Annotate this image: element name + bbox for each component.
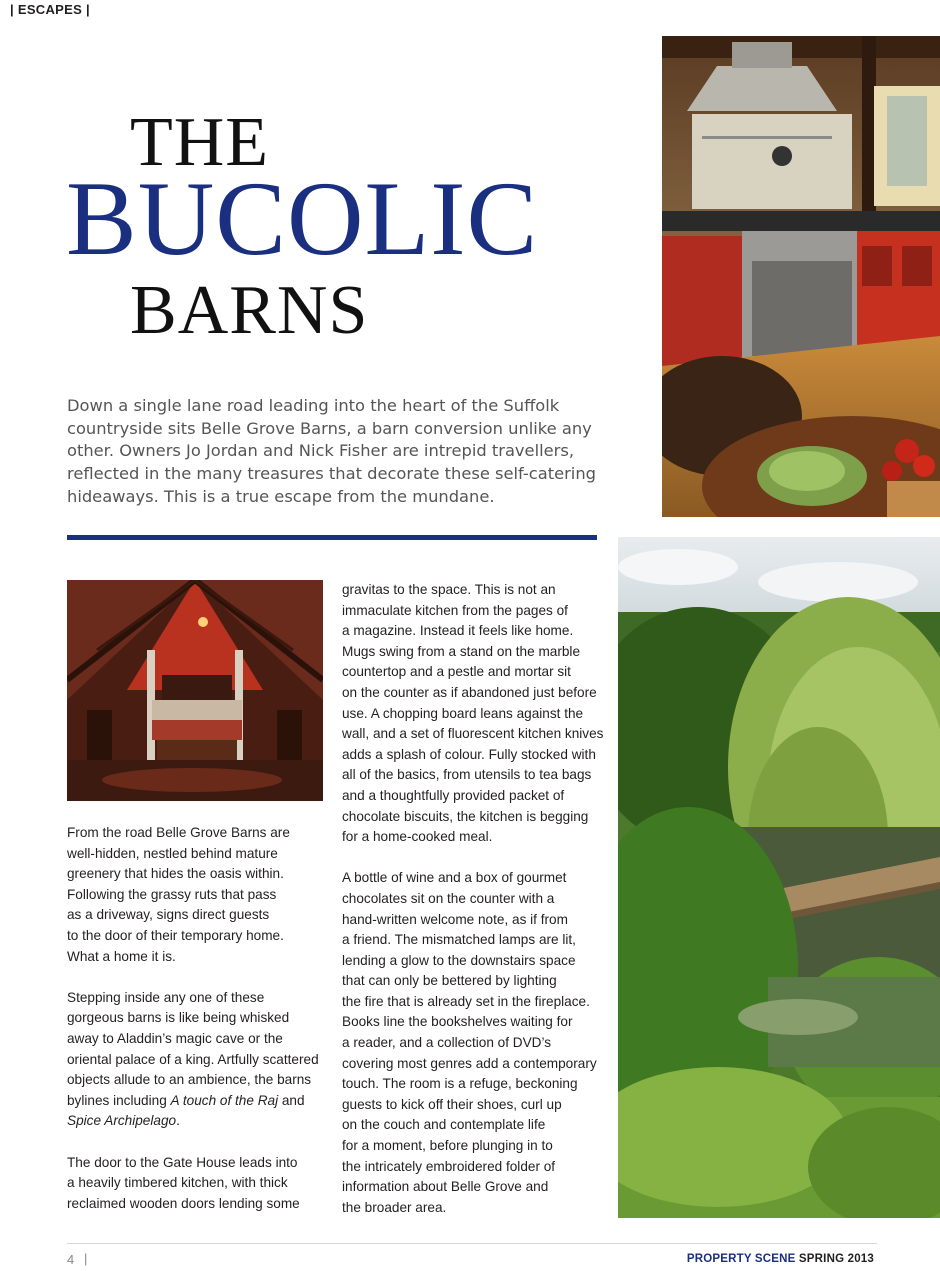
text-line: Stepping inside any one of these: [67, 989, 265, 1005]
text-line: for a home-cooked meal.: [342, 829, 493, 845]
text-line: a heavily timbered kitchen, with thick: [67, 1175, 288, 1191]
text-line: covering most genres add a contemporary: [342, 1055, 597, 1071]
paragraph: [67, 988, 337, 1132]
text-run: bylines including: [67, 1092, 171, 1108]
text-line: use. A chopping board leans against the: [342, 705, 584, 721]
footer-publication: [687, 1253, 874, 1265]
text-line: immaculate kitchen from the pages of: [342, 602, 568, 618]
text-line: the fire that is already set in the fireplace.: [342, 993, 590, 1009]
text-line: a reader, and a collection of DVD’s: [342, 1035, 552, 1051]
standfirst: [67, 395, 597, 509]
headline-barns: BARNS: [130, 272, 369, 349]
text-line: that can only be bettered by lighting: [342, 973, 557, 989]
headline-the: THE: [130, 104, 270, 181]
page-number: 4: [67, 1252, 75, 1267]
text-line: [67, 1111, 337, 1132]
text-line: What a home it is.: [67, 948, 176, 964]
text-line: on the counter as if abandoned just before: [342, 684, 597, 700]
body-column-2: [342, 580, 607, 1239]
standfirst-line: hideaways. This is a true escape from the mundane.: [67, 486, 495, 506]
text-line: the intricately embroidered folder of: [342, 1158, 556, 1174]
text-line: wall, and a set of fluorescent kitchen knives: [342, 726, 604, 742]
text-line: away to Aladdin’s magic cave or the: [67, 1030, 283, 1046]
text-line: to the door of their temporary home.: [67, 927, 284, 943]
text-line: From the road Belle Grove Barns are: [67, 825, 290, 840]
standfirst-line: reflected in the many treasures that decorate these self-catering: [67, 464, 596, 484]
text-line: gravitas to the space. This is not an: [342, 582, 556, 597]
standfirst-line: countryside sits Belle Grove Barns, a barn conversion unlike any: [67, 418, 592, 438]
barn-name-raj: A touch of the Raj: [170, 1092, 279, 1108]
issue-date: SPRING 2013: [795, 1253, 874, 1265]
body-column-1: [67, 823, 337, 1235]
text-line: gorgeous barns is like being whisked: [67, 1010, 290, 1026]
standfirst-line: Down a single lane road leading into the heart of the Suffolk: [67, 396, 560, 415]
text-line: as a driveway, signs direct guests: [67, 907, 270, 923]
text-line: chocolate biscuits, the kitchen is begging: [342, 808, 589, 824]
text-line: Following the grassy ruts that pass: [67, 886, 277, 902]
standfirst-line: other. Owners Jo Jordan and Nick Fisher are intrepid travellers,: [67, 441, 574, 461]
text-line: reclaimed wooden doors lending some: [67, 1195, 300, 1211]
text-line: information about Belle Grove and: [342, 1179, 549, 1195]
text-run: .: [176, 1113, 180, 1129]
paragraph: [342, 580, 607, 848]
text-line: lending a glow to the downstairs space: [342, 952, 576, 968]
text-line: objects allude to an ambience, the barns: [67, 1072, 312, 1088]
barn-name-spice: Spice Archipelago: [67, 1113, 177, 1129]
text-line: the broader area.: [342, 1199, 447, 1215]
garden-willow-photo: [618, 537, 940, 1218]
paragraph: [67, 823, 337, 967]
text-line: all of the basics, from utensils to tea bags: [342, 767, 592, 783]
publication-name: PROPERTY SCENE: [686, 1253, 796, 1265]
kitchen-photo: [662, 36, 940, 517]
text-line: oriental palace of a king. Artfully scattered: [67, 1051, 319, 1067]
footer-separator: |: [84, 1251, 88, 1266]
footer-divider: [67, 1243, 877, 1244]
text-line: chocolates sit on the counter with a: [342, 890, 555, 906]
section-divider: [67, 535, 597, 540]
text-line: well-hidden, nestled behind mature: [67, 845, 278, 861]
text-line: The door to the Gate House leads into: [67, 1154, 298, 1170]
text-line: a friend. The mismatched lamps are lit,: [342, 932, 576, 948]
text-run: and: [278, 1092, 305, 1108]
text-line: countertop and a pestle and mortar sit: [342, 664, 571, 680]
text-line: A bottle of wine and a box of gourmet: [342, 870, 567, 886]
text-line: adds a splash of colour. Fully stocked with: [342, 746, 596, 762]
text-line: on the couch and contemplate life: [342, 1117, 546, 1133]
text-line: guests to kick off their shoes, curl up: [342, 1096, 562, 1112]
text-line: greenery that hides the oasis within.: [67, 866, 284, 882]
paragraph: [342, 868, 607, 1218]
section-tag: | ESCAPES |: [10, 2, 90, 17]
text-line: [67, 1091, 337, 1112]
paragraph: [67, 1153, 337, 1215]
headline-bucolic: BUCOLIC: [66, 160, 539, 277]
bedroom-photo: [67, 580, 323, 801]
text-line: and a thoughtfully provided packet of: [342, 787, 565, 803]
text-line: Books line the bookshelves waiting for: [342, 1014, 573, 1030]
text-line: hand-written welcome note, as if from: [342, 911, 568, 927]
text-line: a magazine. Instead it feels like home.: [342, 623, 574, 639]
text-line: touch. The room is a refuge, beckoning: [342, 1076, 578, 1092]
text-line: Mugs swing from a stand on the marble: [342, 643, 581, 659]
text-line: for a moment, before plunging in to: [342, 1138, 553, 1154]
